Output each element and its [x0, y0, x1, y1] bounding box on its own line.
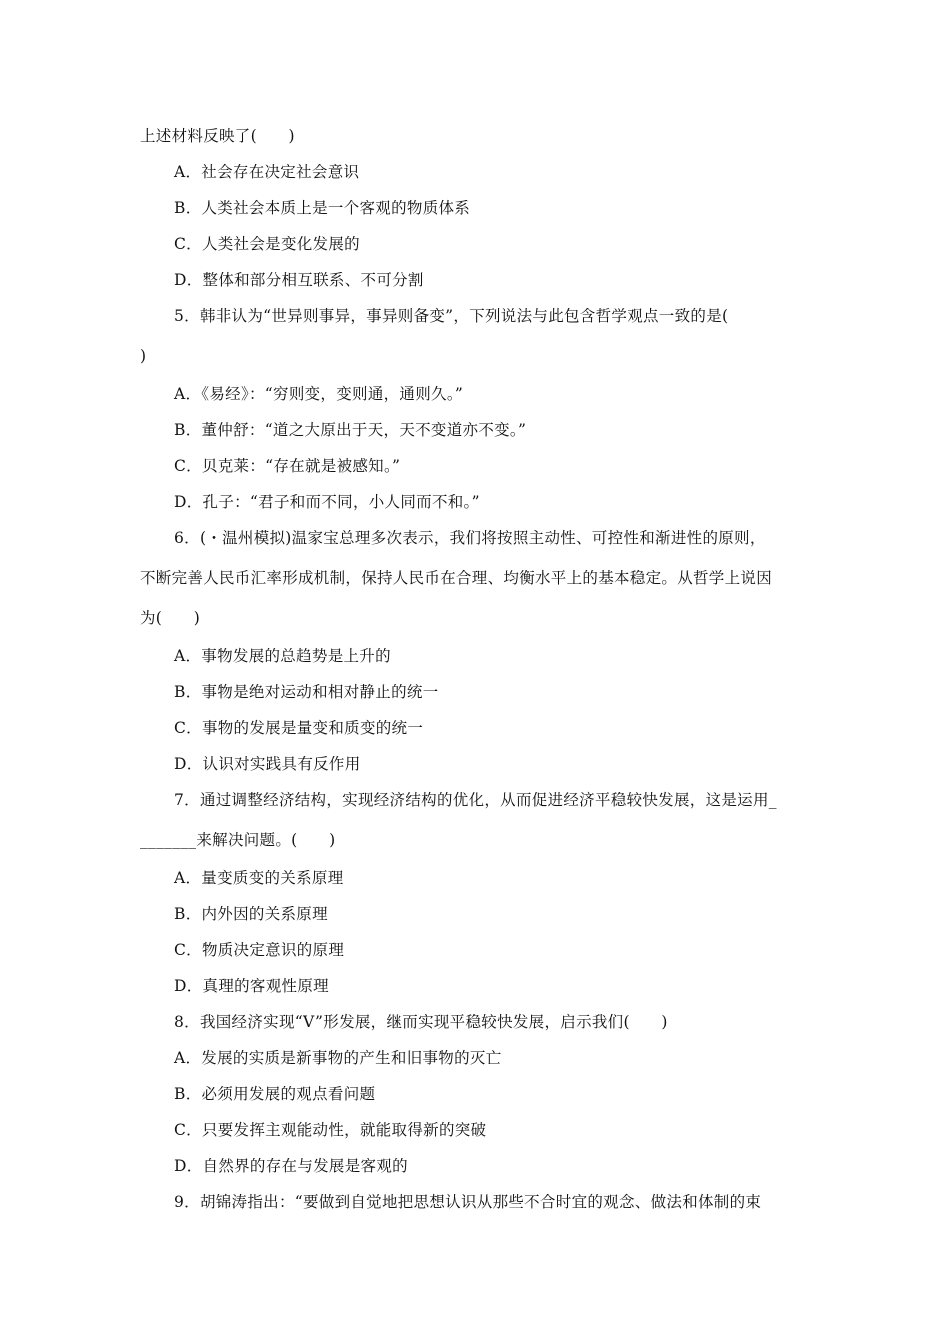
q7-stem-line2: _______来解决问题。( )	[140, 831, 336, 849]
q4-option-b: B．人类社会本质上是一个客观的物质体系	[174, 199, 471, 217]
q5-option-d: D．孔子：“君子和而不同，小人同而不和。”	[174, 493, 480, 511]
q6-stem-line3: 为( )	[140, 609, 201, 627]
q5-stem-line2: )	[140, 347, 147, 365]
q6-option-b: B．事物是绝对运动和相对静止的统一	[174, 683, 439, 701]
q5-option-a: A．《易经》：“穷则变，变则通，通则久。”	[174, 385, 464, 403]
q4-option-c: C．人类社会是变化发展的	[174, 235, 360, 253]
q8-stem: 8．我国经济实现“V”形发展，继而实现平稳较快发展，启示我们( )	[174, 1013, 668, 1031]
q7-option-d: D．真理的客观性原理	[174, 977, 329, 995]
q4-option-d: D．整体和部分相互联系、不可分割	[174, 271, 424, 289]
q7-option-b: B．内外因的关系原理	[174, 905, 328, 923]
q6-option-c: C．事物的发展是量变和质变的统一	[174, 719, 424, 737]
q6-option-a: A．事物发展的总趋势是上升的	[174, 647, 391, 665]
q9-stem-line1: 9．胡锦涛指出：“要做到自觉地把思想认识从那些不合时宜的观念、做法和体制的束	[174, 1193, 762, 1211]
q4-option-a: A．社会存在决定社会意识	[174, 163, 360, 181]
q6-option-d: D．认识对实践具有反作用	[174, 755, 361, 773]
q6-stem-line2: 不断完善人民币汇率形成机制，保持人民币在合理、均衡水平上的基本稳定。从哲学上说因	[140, 569, 773, 587]
q8-option-b: B．必须用发展的观点看问题	[174, 1085, 376, 1103]
q5-option-c: C．贝克莱：“存在就是被感知。”	[174, 457, 401, 475]
q5-stem-line1: 5．韩非认为“世异则事异，事异则备变”，下列说法与此包含哲学观点一致的是(	[174, 307, 729, 325]
q8-option-d: D．自然界的存在与发展是客观的	[174, 1157, 408, 1175]
q4-stem: 上述材料反映了( )	[140, 127, 295, 145]
q5-option-b: B．董仲舒：“道之大原出于天，天不变道亦不变。”	[174, 421, 527, 439]
q7-option-a: A．量变质变的关系原理	[174, 869, 344, 887]
q6-stem-line1: 6．(・温州模拟)温家宝总理多次表示，我们将按照主动性、可控性和渐进性的原则，	[174, 529, 766, 547]
q7-option-c: C．物质决定意识的原理	[174, 941, 345, 959]
q8-option-a: A．发展的实质是新事物的产生和旧事物的灭亡	[174, 1049, 502, 1067]
q7-stem-line1: 7．通过调整经济结构，实现经济结构的优化，从而促进经济平稳较快发展，这是运用_	[174, 791, 777, 809]
q8-option-c: C．只要发挥主观能动性，就能取得新的突破	[174, 1121, 487, 1139]
